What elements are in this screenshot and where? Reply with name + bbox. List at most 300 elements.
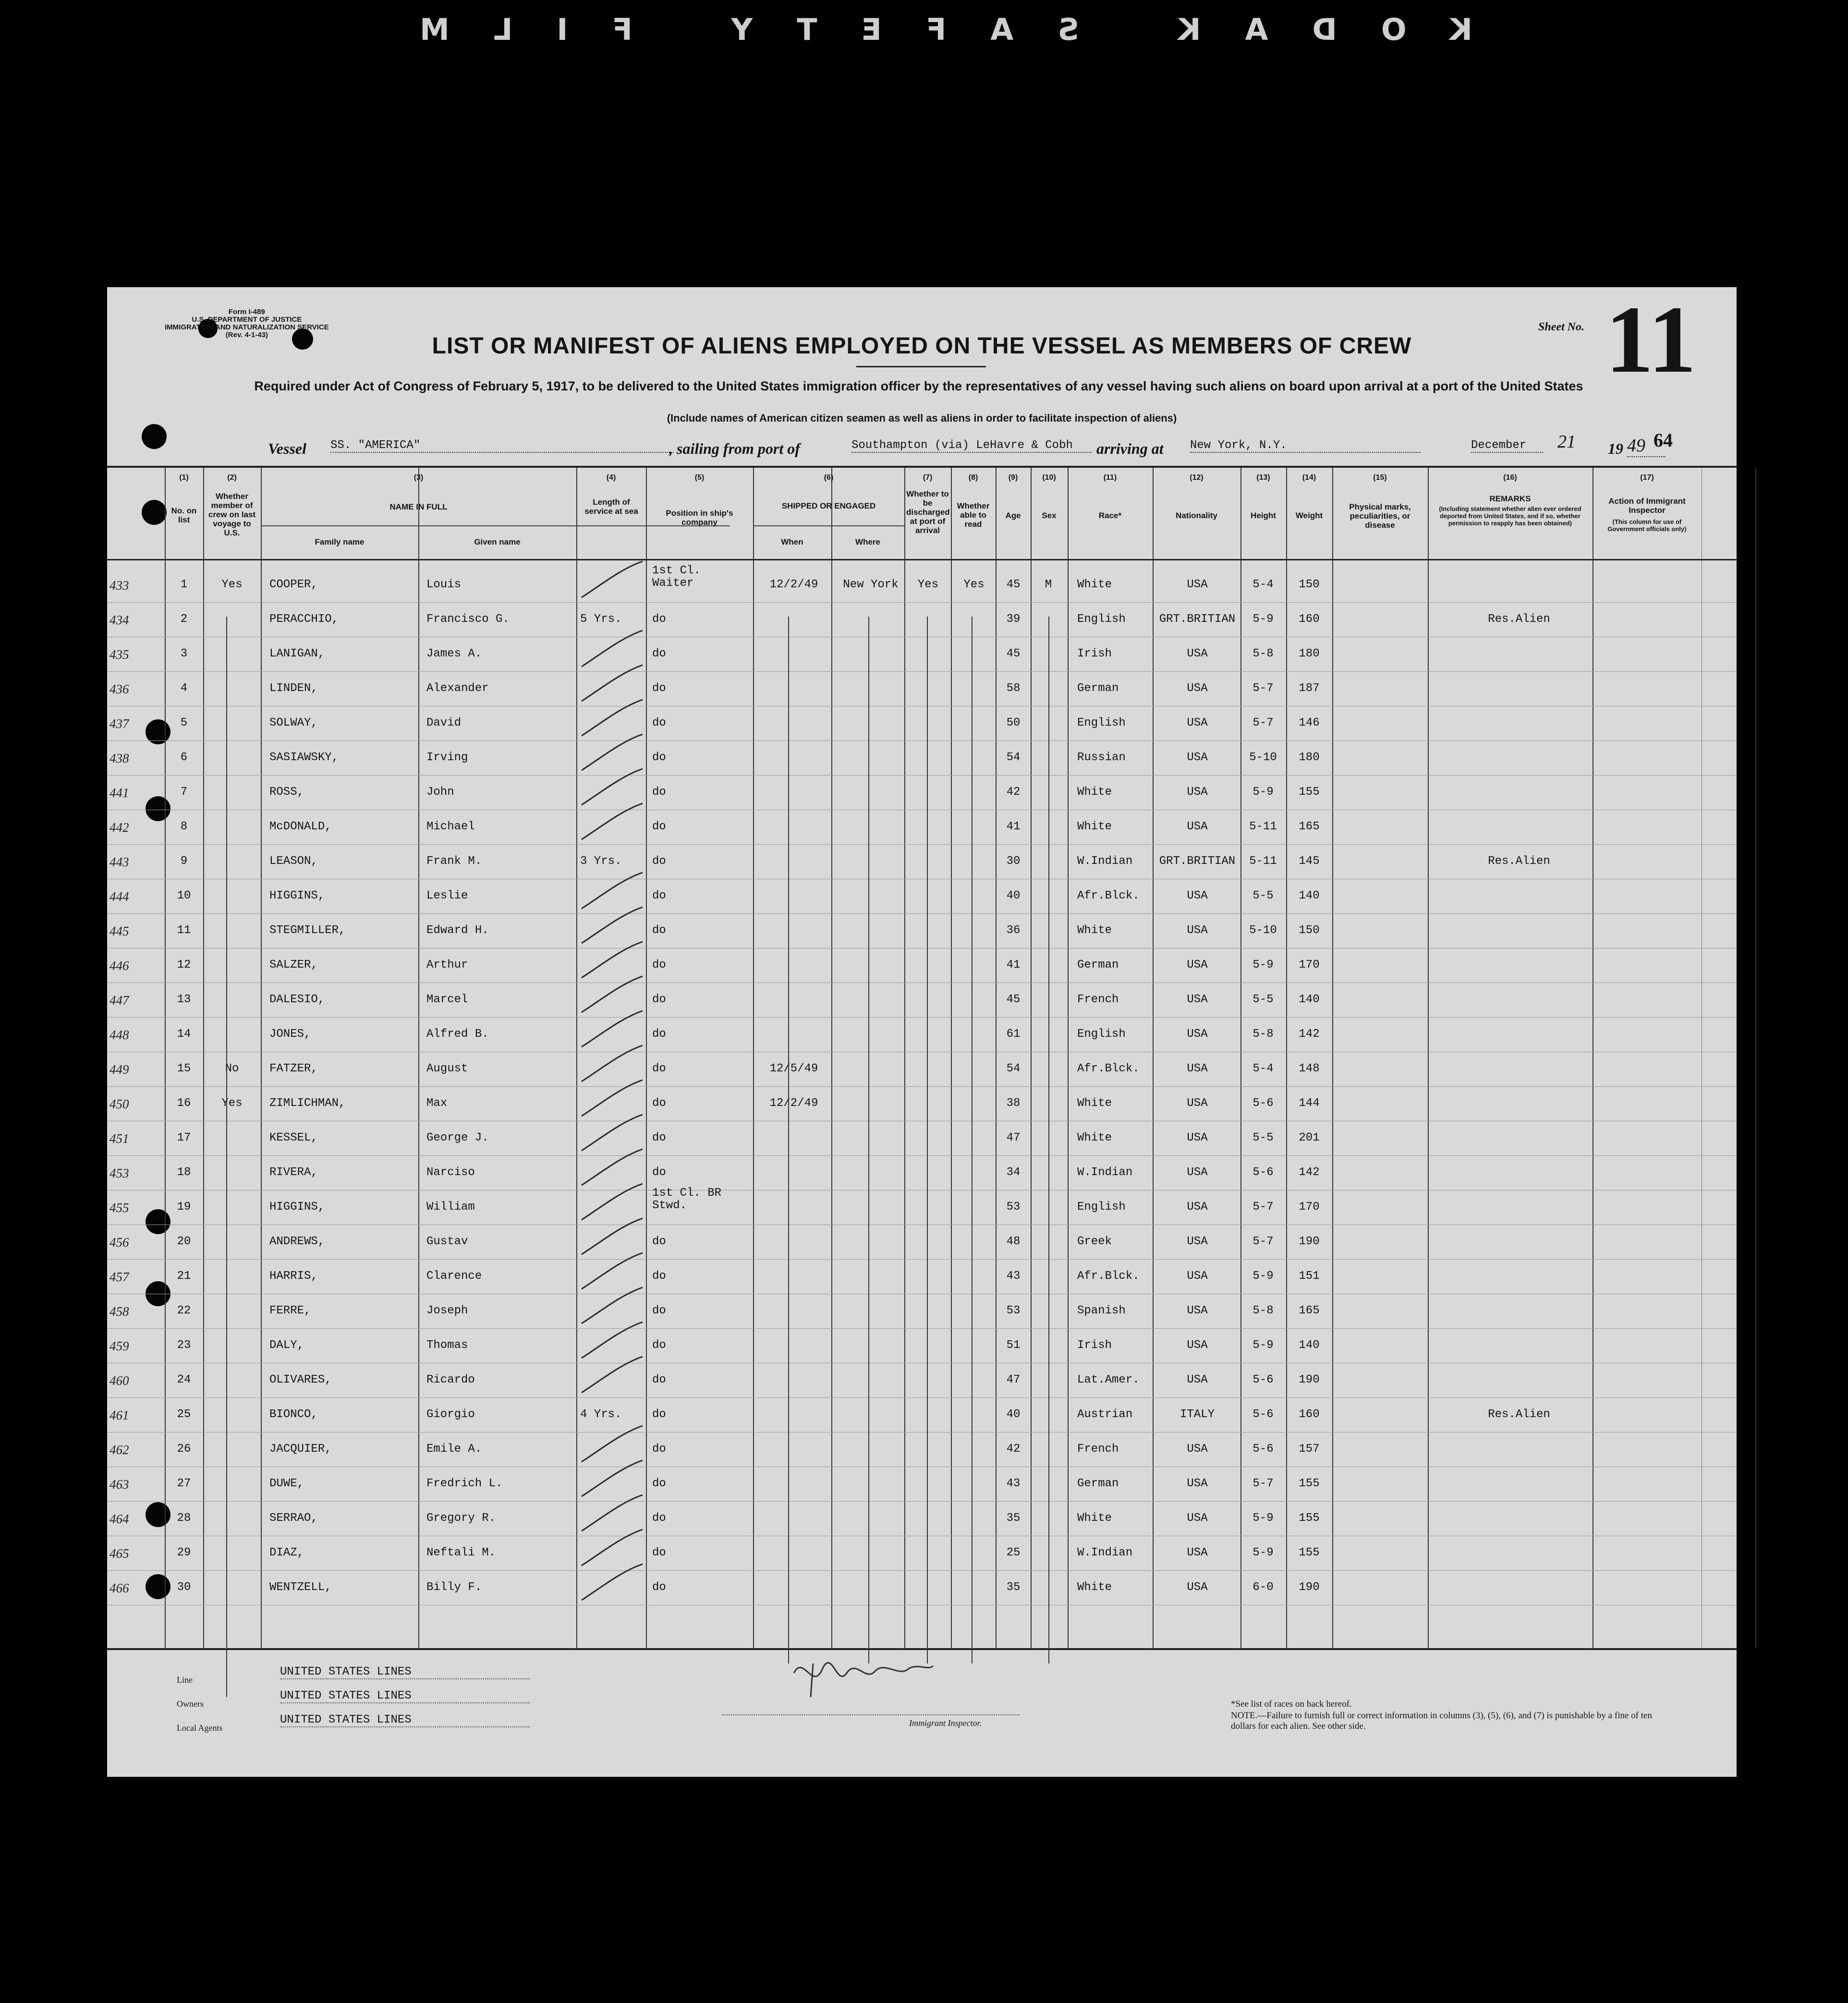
race: Irish	[1077, 647, 1112, 660]
ship-position: do	[652, 1270, 666, 1283]
ship-position: do	[652, 1512, 666, 1525]
weight: 155	[1299, 1546, 1320, 1559]
ship-position: do	[652, 1408, 666, 1421]
agents-label: Local Agents	[177, 1723, 223, 1733]
race: White	[1077, 924, 1112, 937]
form-subnote: (Include names of American citizen seamen as well as aliens in order to facilitate inspection of aliens)	[667, 412, 1177, 424]
given-name: Giorgio	[426, 1408, 475, 1421]
col10-head: Sex	[1042, 511, 1057, 520]
title-rule	[856, 366, 986, 367]
col1-num: (1)	[179, 473, 189, 482]
race: White	[1077, 1581, 1112, 1594]
height: 5-7	[1252, 716, 1274, 729]
given-name: Ricardo	[426, 1373, 475, 1386]
given-name: Francisco G.	[426, 613, 510, 626]
age: 43	[1006, 1270, 1021, 1283]
height: 5-6	[1252, 1166, 1274, 1179]
weight: 140	[1299, 993, 1320, 1006]
given-name: Alfred B.	[426, 1028, 489, 1041]
list-number: 26	[177, 1443, 191, 1456]
ship-position: do	[652, 855, 666, 868]
nationality: USA	[1187, 820, 1208, 833]
given-name: Alexander	[426, 682, 489, 695]
remarks: Res.Alien	[1488, 855, 1550, 868]
race: English	[1077, 716, 1126, 729]
age: 35	[1006, 1512, 1021, 1525]
col7-head: Whether to be discharged at port of arrival	[906, 489, 950, 535]
remarks: Res.Alien	[1488, 1408, 1550, 1421]
race: Spanish	[1077, 1304, 1126, 1317]
height: 5-7	[1252, 1235, 1274, 1248]
col11-num: (11)	[1103, 473, 1117, 482]
arrival-month: December	[1471, 439, 1543, 453]
weight: 190	[1299, 1581, 1320, 1594]
ship-position: do	[652, 1304, 666, 1317]
engaged-when: 12/2/49	[769, 578, 818, 591]
race: Russian	[1077, 751, 1126, 764]
family-name: HIGGINS,	[269, 889, 325, 902]
given-name: James A.	[426, 647, 482, 660]
height: 5-8	[1252, 1028, 1274, 1041]
age: 41	[1006, 820, 1021, 833]
nationality: USA	[1187, 647, 1208, 660]
nationality: USA	[1187, 1166, 1208, 1179]
given-name: Gustav	[426, 1235, 468, 1248]
height: 5-10	[1249, 924, 1277, 937]
family-name: HIGGINS,	[269, 1201, 325, 1214]
list-number: 22	[177, 1304, 191, 1317]
arriving-label: arriving at	[1096, 440, 1164, 457]
weight: 140	[1299, 1339, 1320, 1352]
weight: 150	[1299, 924, 1320, 937]
list-ref: 446	[109, 959, 129, 973]
col11-head: Race*	[1098, 511, 1122, 520]
ship-position: 1st Cl. Waiter	[652, 564, 701, 590]
nationality: USA	[1187, 578, 1208, 591]
list-ref: 455	[109, 1201, 129, 1215]
nationality: ITALY	[1179, 1408, 1215, 1421]
given-name: Emile A.	[426, 1443, 482, 1456]
col6b-head: Where	[855, 537, 880, 546]
family-name: OLIVARES,	[269, 1373, 332, 1386]
weight: 140	[1299, 889, 1320, 902]
sheet-number: 11	[1605, 287, 1696, 393]
list-ref: 465	[109, 1546, 129, 1561]
ditto-stroke	[578, 1354, 647, 1397]
col15-head: Physical marks, peculiarities, or disease	[1349, 502, 1411, 530]
list-ref: 436	[109, 682, 129, 696]
weight: 160	[1299, 613, 1320, 626]
given-name: Fredrich L.	[426, 1477, 503, 1490]
races-note: *See list of races on back hereof.	[1231, 1699, 1352, 1709]
nationality: USA	[1187, 682, 1208, 695]
given-name: William	[426, 1201, 475, 1214]
nationality: USA	[1187, 1270, 1208, 1283]
age: 45	[1006, 578, 1021, 591]
list-ref: 434	[109, 613, 129, 627]
weight: 187	[1299, 682, 1320, 695]
age: 54	[1006, 751, 1021, 764]
family-name: LINDEN,	[269, 682, 318, 695]
sheet-label: Sheet No.	[1538, 321, 1584, 333]
col3b-head: Given name	[474, 537, 521, 546]
given-name: Arthur	[426, 959, 468, 971]
nationality: USA	[1187, 1235, 1208, 1248]
nationality: USA	[1187, 1512, 1208, 1525]
inspector-signature	[784, 1644, 938, 1707]
list-ref: 437	[109, 716, 129, 731]
row-rule	[107, 1155, 1737, 1156]
given-name: Louis	[426, 578, 462, 591]
ship-position: do	[652, 1097, 666, 1110]
col8-head: Whether able to read	[957, 501, 990, 529]
height: 5-5	[1252, 1131, 1274, 1144]
agents-value: UNITED STATES LINES	[280, 1713, 530, 1727]
service: IMMIGRATION AND NATURALIZATION SERVICE	[165, 323, 329, 331]
age: 30	[1006, 855, 1021, 868]
list-number: 15	[177, 1062, 191, 1075]
col3-num: (3)	[413, 473, 424, 482]
given-name: David	[426, 716, 462, 729]
given-name: Gregory R.	[426, 1512, 496, 1525]
list-number: 4	[180, 682, 188, 695]
age: 45	[1006, 993, 1021, 1006]
col14-head: Weight	[1295, 511, 1323, 520]
nationality: USA	[1187, 993, 1208, 1006]
height: 5-9	[1252, 1546, 1274, 1559]
race: German	[1077, 682, 1119, 695]
row-rule	[107, 1570, 1737, 1571]
service-length: 4 Yrs.	[580, 1408, 622, 1421]
row-rule	[107, 775, 1737, 776]
ditto-stroke	[578, 801, 647, 844]
row-rule	[107, 1397, 1737, 1398]
col3a-head: Family name	[315, 537, 365, 546]
ship-position: 1st Cl. BR Stwd.	[652, 1187, 722, 1212]
height: 5-11	[1249, 855, 1277, 868]
height: 5-5	[1252, 889, 1274, 902]
col3-head: NAME IN FULL	[389, 502, 448, 511]
height: 5-6	[1252, 1097, 1274, 1110]
col5-num: (5)	[694, 473, 705, 482]
nationality: USA	[1187, 1131, 1208, 1144]
family-name: STEGMILLER,	[269, 924, 346, 937]
list-ref: 447	[109, 993, 129, 1008]
age: 58	[1006, 682, 1021, 695]
ship-position: do	[652, 1131, 666, 1144]
age: 48	[1006, 1235, 1021, 1248]
height: 5-9	[1252, 786, 1274, 799]
height: 5-7	[1252, 1201, 1274, 1214]
nationality: USA	[1187, 1477, 1208, 1490]
family-name: FATZER,	[269, 1062, 318, 1075]
weight: 155	[1299, 1477, 1320, 1490]
nationality: USA	[1187, 1546, 1208, 1559]
list-ref: 450	[109, 1097, 129, 1111]
list-ref: 463	[109, 1477, 129, 1492]
given-name: Irving	[426, 751, 468, 764]
list-number: 19	[177, 1201, 191, 1214]
col6-head: SHIPPED OR ENGAGED	[781, 501, 876, 510]
list-number: 17	[177, 1131, 191, 1144]
weight: 180	[1299, 751, 1320, 764]
race: Afr.Blck.	[1077, 889, 1140, 902]
list-ref: 435	[109, 647, 129, 662]
list-number: 7	[180, 786, 188, 799]
family-name: DIAZ,	[269, 1546, 304, 1559]
age: 53	[1006, 1304, 1021, 1317]
ship-position: do	[652, 1028, 666, 1041]
race: Afr.Blck.	[1077, 1062, 1140, 1075]
ship-position: do	[652, 716, 666, 729]
row-rule	[107, 1086, 1737, 1087]
list-number: 14	[177, 1028, 191, 1041]
col17-num: (17)	[1640, 473, 1654, 482]
age: 41	[1006, 959, 1021, 971]
age: 34	[1006, 1166, 1021, 1179]
row-rule	[107, 913, 1737, 914]
list-ref: 438	[109, 751, 129, 765]
service-length: 3 Yrs.	[580, 855, 622, 868]
list-ref: 456	[109, 1235, 129, 1250]
sex: M	[1045, 578, 1052, 591]
list-ref: 449	[109, 1062, 129, 1077]
list-ref: 448	[109, 1028, 129, 1042]
race: White	[1077, 786, 1112, 799]
col17-head: Action of Immigrant Inspector	[1608, 497, 1686, 515]
weight: 155	[1299, 1512, 1320, 1525]
list-number: 18	[177, 1166, 191, 1179]
family-name: SOLWAY,	[269, 716, 318, 729]
age: 53	[1006, 1201, 1021, 1214]
age: 42	[1006, 786, 1021, 799]
engaged-when: 12/2/49	[769, 1097, 818, 1110]
form-title: LIST OR MANIFEST OF ALIENS EMPLOYED ON THE VESSEL AS MEMBERS OF CREW	[432, 333, 1412, 359]
race: White	[1077, 820, 1112, 833]
ship-position: do	[652, 1166, 666, 1179]
height: 5-9	[1252, 1339, 1274, 1352]
age: 47	[1006, 1373, 1021, 1386]
given-name: Michael	[426, 820, 475, 833]
nationality: USA	[1187, 751, 1208, 764]
list-number: 29	[177, 1546, 191, 1559]
family-name: FERRE,	[269, 1304, 311, 1317]
nationality: USA	[1187, 889, 1208, 902]
col5-head: Position in ship's company	[666, 509, 733, 527]
col9-head: Age	[1005, 511, 1021, 520]
age: 47	[1006, 1131, 1021, 1144]
height: 5-9	[1252, 959, 1274, 971]
weight: 170	[1299, 959, 1320, 971]
age: 43	[1006, 1477, 1021, 1490]
weight: 190	[1299, 1373, 1320, 1386]
col2-head: Whether member of crew on last voyage to U.S.	[208, 492, 256, 537]
nationality: USA	[1187, 1443, 1208, 1456]
nationality: USA	[1187, 1581, 1208, 1594]
list-number: 3	[180, 647, 188, 660]
form-number: Form I-489	[228, 308, 265, 316]
height: 5-7	[1252, 682, 1274, 695]
given-name: George J.	[426, 1131, 489, 1144]
row-rule	[107, 1328, 1737, 1329]
given-name: Neftali M.	[426, 1546, 496, 1559]
family-name: LANIGAN,	[269, 647, 325, 660]
height: 5-11	[1249, 820, 1277, 833]
family-name: DALY,	[269, 1339, 304, 1352]
service-length: 5 Yrs.	[580, 613, 622, 626]
vessel-label: Vessel	[268, 440, 306, 457]
given-name: Narciso	[426, 1166, 475, 1179]
race: German	[1077, 1477, 1119, 1490]
ship-position: do	[652, 1581, 666, 1594]
manifest-page	[107, 287, 1737, 1777]
ship-position: do	[652, 751, 666, 764]
previous-voyage: No	[225, 1062, 239, 1075]
ship-position: do	[652, 1477, 666, 1490]
able-to-read: Yes	[963, 578, 985, 591]
height: 5-9	[1252, 1512, 1274, 1525]
weight: 165	[1299, 1304, 1320, 1317]
inspector-label: Immigrant Inspector.	[909, 1718, 982, 1728]
race: White	[1077, 1097, 1112, 1110]
height: 5-9	[1252, 613, 1274, 626]
col10-num: (10)	[1042, 473, 1056, 482]
col7-num: (7)	[923, 473, 933, 482]
family-name: JONES,	[269, 1028, 311, 1041]
owners-label: Owners	[177, 1699, 204, 1709]
weight: 145	[1299, 855, 1320, 868]
col16-head: REMARKS	[1489, 494, 1531, 503]
engaged-when: 12/5/49	[769, 1062, 818, 1075]
list-number: 10	[177, 889, 191, 902]
ditto-stroke	[578, 1562, 647, 1605]
race: Greek	[1077, 1235, 1112, 1248]
list-ref: 459	[109, 1339, 129, 1353]
list-ref: 453	[109, 1166, 129, 1180]
ship-position: do	[652, 682, 666, 695]
family-name: SERRAO,	[269, 1512, 318, 1525]
race: Irish	[1077, 1339, 1112, 1352]
age: 36	[1006, 924, 1021, 937]
nationality: USA	[1187, 716, 1208, 729]
ship-position: do	[652, 1546, 666, 1559]
family-name: WENTZELL,	[269, 1581, 332, 1594]
height: 5-8	[1252, 1304, 1274, 1317]
ship-position: do	[652, 1339, 666, 1352]
ship-position: do	[652, 993, 666, 1006]
list-number: 6	[180, 751, 188, 764]
crew-table	[107, 466, 1737, 1650]
given-name: Clarence	[426, 1270, 482, 1283]
ship-position: do	[652, 959, 666, 971]
family-name: JACQUIER,	[269, 1443, 332, 1456]
list-ref: 445	[109, 924, 129, 938]
film-edge-text: KODAK SAFETY FILM	[376, 12, 1472, 47]
list-ref: 444	[109, 889, 129, 904]
height: 5-6	[1252, 1408, 1274, 1421]
list-ref: 466	[109, 1581, 129, 1595]
col16-sub: (Including statement whether alien ever ordered deported from United States, and if so, whether permission to reapply has been obtained)	[1439, 505, 1581, 527]
list-number: 2	[180, 613, 188, 626]
nationality: USA	[1187, 786, 1208, 799]
race: W.Indian	[1077, 855, 1133, 868]
height: 5-8	[1252, 647, 1274, 660]
year-prefix: 19	[1608, 440, 1623, 457]
given-name: Edward H.	[426, 924, 489, 937]
family-name: COOPER,	[269, 578, 318, 591]
list-number: 12	[177, 959, 191, 971]
ship-position: do	[652, 1235, 666, 1248]
age: 25	[1006, 1546, 1021, 1559]
list-ref: 457	[109, 1270, 129, 1284]
col4-num: (4)	[606, 473, 616, 482]
given-name: Joseph	[426, 1304, 468, 1317]
nationality: USA	[1187, 1028, 1208, 1041]
ship-position: do	[652, 786, 666, 799]
vessel-name: SS. "AMERICA"	[330, 439, 674, 453]
departure-port: Southampton (via) LeHavre & Cobh	[851, 439, 1092, 453]
engaged-where: New York	[843, 578, 899, 591]
previous-voyage: Yes	[221, 1097, 243, 1110]
age: 61	[1006, 1028, 1021, 1041]
weight: 148	[1299, 1062, 1320, 1075]
given-name: Max	[426, 1097, 448, 1110]
list-ref: 462	[109, 1443, 129, 1457]
list-ref: 464	[109, 1512, 129, 1526]
race: English	[1077, 1028, 1126, 1041]
list-number: 16	[177, 1097, 191, 1110]
height: 5-6	[1252, 1373, 1274, 1386]
ship-position: do	[652, 647, 666, 660]
col6-num: (6)	[824, 473, 834, 482]
race: German	[1077, 959, 1119, 971]
nationality: USA	[1187, 1373, 1208, 1386]
nationality: USA	[1187, 1097, 1208, 1110]
list-ref: 460	[109, 1373, 129, 1388]
weight: 160	[1299, 1408, 1320, 1421]
col1-head: No. on list	[171, 506, 197, 524]
nationality: USA	[1187, 959, 1208, 971]
revision: (Rev. 4-1-43)	[225, 331, 268, 339]
list-ref: 443	[109, 855, 129, 869]
race: White	[1077, 578, 1112, 591]
weight: 165	[1299, 820, 1320, 833]
col17-sub: (This column for use of Government officials only)	[1607, 518, 1687, 533]
age: 54	[1006, 1062, 1021, 1075]
height: 5-4	[1252, 578, 1274, 591]
col9-num: (9)	[1008, 473, 1018, 482]
previous-voyage: Yes	[221, 578, 243, 591]
nationality: USA	[1187, 1339, 1208, 1352]
given-name: Frank M.	[426, 855, 482, 868]
list-ref: 441	[109, 786, 129, 800]
race: White	[1077, 1512, 1112, 1525]
list-number: 8	[180, 820, 188, 833]
list-number: 27	[177, 1477, 191, 1490]
family-name: HARRIS,	[269, 1270, 318, 1283]
family-name: SALZER,	[269, 959, 318, 971]
family-name: ROSS,	[269, 786, 304, 799]
height: 5-9	[1252, 1270, 1274, 1283]
nationality: USA	[1187, 924, 1208, 937]
owners-value: UNITED STATES LINES	[280, 1689, 530, 1703]
punch-hole	[142, 424, 167, 449]
age: 51	[1006, 1339, 1021, 1352]
sailing-label: , sailing from port of	[669, 440, 800, 457]
list-ref: 442	[109, 820, 129, 835]
nationality: GRT.BRITIAN	[1159, 855, 1236, 868]
row-rule	[107, 602, 1737, 603]
